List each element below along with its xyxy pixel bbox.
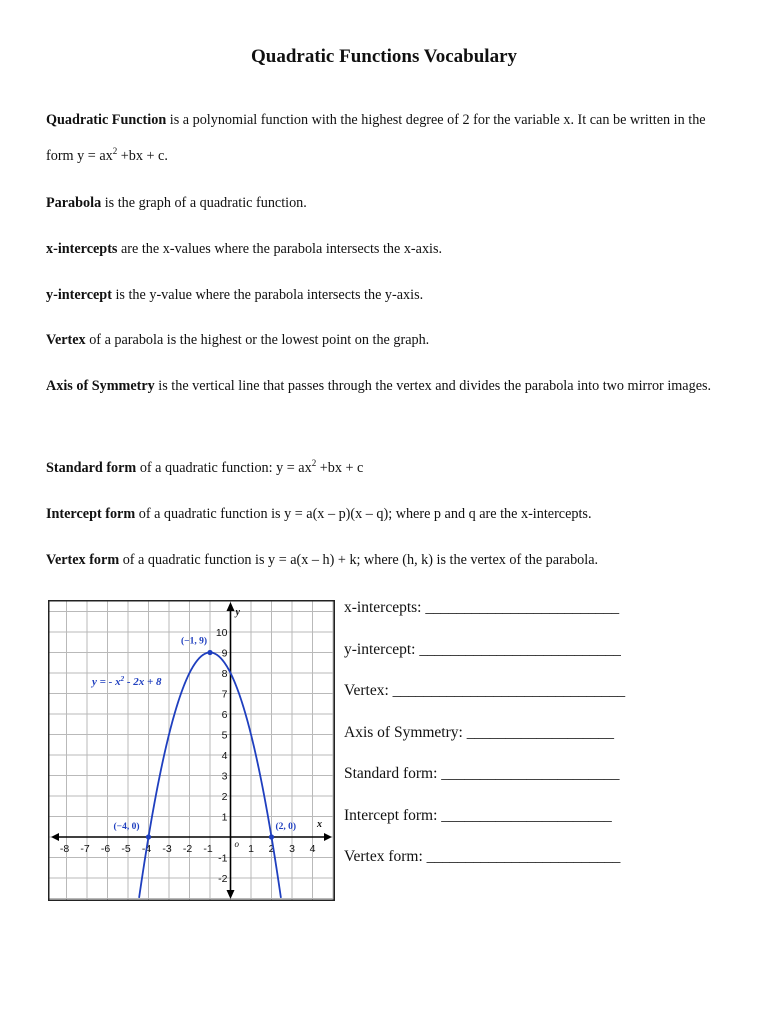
x-tick-label: -6 (100, 843, 111, 855)
y-tick-label: 1 (221, 811, 228, 824)
term-intercept-form: Intercept form (46, 506, 136, 522)
term-x-intercepts: x-intercepts (46, 241, 118, 257)
term-vertex: Vertex (46, 332, 86, 348)
x-tick-label: 3 (289, 843, 295, 855)
definition-text-end: +bx + c (316, 460, 364, 476)
definition-text-end: +bx + c. (117, 148, 168, 164)
definition-text: of a quadratic function: y = ax (139, 460, 312, 476)
definition-vertex-form (46, 542, 736, 578)
term-standard-form: Standard form (46, 460, 137, 476)
definition-y-intercept (46, 277, 736, 313)
blank-intercept-form[interactable]: Intercept form: ______________________ (344, 806, 612, 824)
graph-canvas (48, 600, 335, 901)
definition-text: of a quadratic function is y = a(x – h) + k; where (h, k) is the vertex of the parabola. (122, 552, 599, 568)
term-parabola: Parabola (46, 195, 102, 211)
x-tick-label: 1 (248, 843, 254, 855)
x-tick-label: -5 (121, 843, 131, 855)
y-tick-label: 4 (221, 750, 228, 762)
equation-prefix: y = - x (92, 676, 121, 688)
origin-label: o (234, 839, 239, 849)
definition-intercept-form (46, 496, 736, 532)
y-tick-label: 6 (221, 709, 228, 721)
y-tick-label: 5 (221, 729, 228, 742)
y-tick-label: 10 (215, 627, 228, 639)
worksheet-blanks (344, 596, 674, 887)
y-tick-label: -1 (218, 852, 228, 865)
y-tick-label: 9 (221, 647, 228, 660)
term-axis-of-symmetry: Axis of Symmetry (46, 378, 155, 394)
x-tick-label: -4 (141, 843, 152, 855)
vertex-point-label: (−1, 9) (181, 636, 207, 647)
definition-text: is the vertical line that passes through the vertex and divides the parabola into two mirror images. (158, 378, 712, 394)
x-tick-label: -1 (203, 843, 213, 855)
x-tick-label: -3 (162, 843, 172, 855)
definition-quadratic-function (46, 102, 736, 174)
x-tick-label: -7 (80, 843, 90, 855)
blank-axis-of-symmetry[interactable]: Axis of Symmetry: ___________________ (344, 723, 614, 741)
x-tick-label: -2 (182, 843, 193, 855)
x-tick-label: 4 (309, 843, 316, 855)
y-tick-label: 8 (221, 668, 228, 680)
definition-text: is the graph of a quadratic function. (104, 195, 307, 211)
definition-text: are the x-values where the parabola intersects the x-axis. (121, 241, 443, 257)
y-tick-label: 3 (221, 770, 228, 783)
key-point-marker (269, 834, 274, 839)
definition-parabola (46, 185, 736, 221)
equation-label (90, 675, 162, 688)
blank-vertex[interactable]: Vertex: ______________________________ (344, 682, 626, 699)
definition-standard-form (46, 450, 736, 486)
y-tick-label: -2 (218, 873, 228, 885)
equation-exponent: 2 (120, 675, 125, 683)
key-point-marker (146, 834, 151, 839)
key-point-marker (207, 650, 212, 655)
term-quadratic-function: Quadratic Function (46, 112, 167, 128)
y-axis-label: y (235, 607, 240, 618)
term-vertex-form: Vertex form (46, 552, 120, 568)
definition-text: is a polynomial function with the highest degree of 2 for the variable x. It can be written in the form y = ax (46, 112, 706, 164)
exponent: 2 (311, 458, 317, 468)
equation-suffix: - 2x + 8 (124, 676, 162, 688)
blank-y-intercept[interactable]: y-intercept: __________________________ (344, 640, 621, 658)
definition-text: of a quadratic function is y = a(x – p)(x – q); where p and q are the x-intercepts. (138, 506, 592, 522)
definition-x-intercepts (46, 231, 736, 267)
blank-standard-form[interactable]: Standard form: _______________________ (344, 765, 620, 782)
left-intercept-label: (−4, 0) (113, 822, 140, 832)
definition-text: is the y-value where the parabola intersects the y-axis. (115, 287, 424, 303)
y-tick-label: 2 (221, 791, 228, 803)
y-tick-label: 7 (221, 688, 228, 701)
blank-vertex-form[interactable]: Vertex form: _________________________ (344, 848, 621, 865)
exponent: 2 (112, 146, 118, 156)
x-tick-label: -8 (59, 843, 70, 855)
definition-axis-of-symmetry (46, 368, 736, 404)
right-intercept-label: (2, 0) (275, 822, 297, 832)
x-tick-label: 2 (268, 843, 275, 855)
blank-x-intercepts[interactable]: x-intercepts: _________________________ (344, 599, 620, 616)
definition-vertex (46, 322, 736, 358)
term-y-intercept: y-intercept (46, 287, 112, 303)
parabola-graph (48, 600, 335, 901)
definition-text: of a parabola is the highest or the lowest point on the graph. (89, 332, 430, 348)
page-title: Quadratic Functions Vocabulary (250, 46, 518, 67)
x-axis-label: x (317, 819, 322, 830)
